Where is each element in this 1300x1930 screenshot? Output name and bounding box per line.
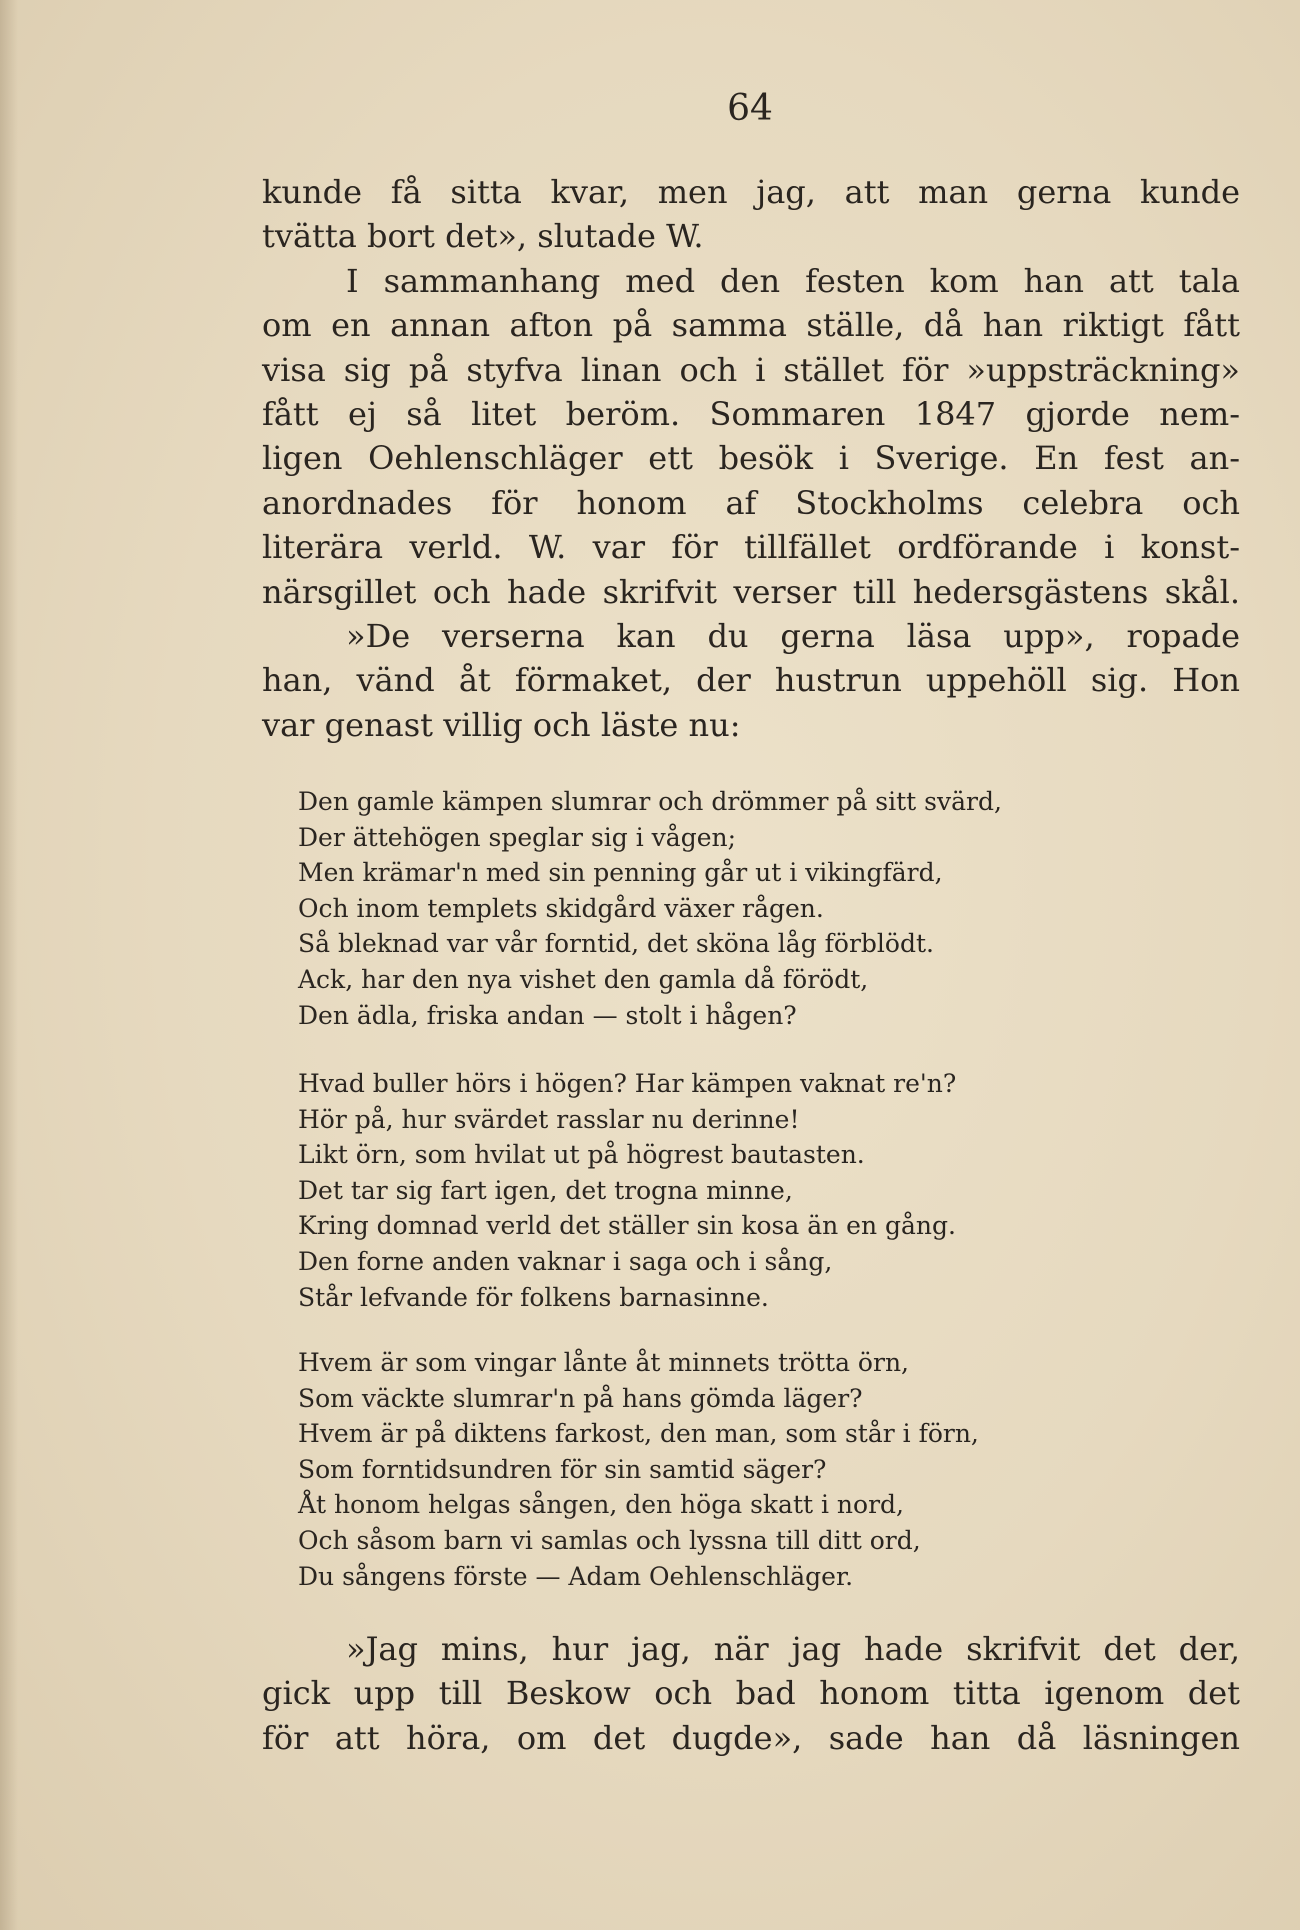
verse-line: Åt honom helgas sången, den höga skatt i nord,	[298, 1490, 904, 1520]
verse-line: Den gamle kämpen slumrar och drömmer på sitt svärd,	[298, 787, 1002, 816]
verse-line: Som forntidsundren för sin samtid säger?	[298, 1454, 827, 1484]
verse-line: Så bleknad var vår forntid, det sköna låg förblödt.	[298, 929, 934, 959]
page-number: 64	[727, 88, 773, 129]
text-line: anordnades för honom af Stockholms celebra och	[262, 483, 1240, 522]
text-line: ligen Oehlenschläger ett besök i Sverige. En fest an-	[262, 439, 1240, 478]
verse-line: Och inom templets skidgård växer rågen.	[298, 893, 824, 923]
verse-line: Ack, har den nya vishet den gamla då förödt,	[298, 964, 869, 994]
text-line: gick upp till Beskow och bad honom titta igenom det	[262, 1674, 1240, 1713]
verse-line: Och såsom barn vi samlas och lyssna till ditt ord,	[298, 1525, 921, 1555]
page-edge-shadow	[0, 0, 18, 1930]
verse-line: Står lefvande för folkens barnasinne.	[298, 1282, 769, 1312]
verse-line: Der ättehögen speglar sig i vågen;	[298, 822, 737, 852]
verse-line: Du sångens förste — Adam Oehlenschläger.	[298, 1561, 854, 1591]
verse-line: Som väckte slumrar'n på hans gömda läger?	[298, 1383, 863, 1413]
text-line: om en annan afton på samma ställe, då han riktigt fått	[262, 306, 1240, 345]
poem-stanza-3	[298, 1345, 1228, 1594]
text-line: för att höra, om det dugde», sade han då läsningen	[262, 1718, 1240, 1757]
verse-line: Likt örn, som hvilat ut på högrest bautasten.	[298, 1140, 865, 1170]
text-line: han, vänd åt förmaket, der hustrun uppehöll sig. Hon	[262, 661, 1240, 700]
prose-bottom	[262, 1627, 1240, 1760]
text-line: tvätta bort det», slutade W.	[262, 217, 704, 256]
text-line: visa sig på styfva linan och i stället för »uppsträckning»	[262, 350, 1240, 389]
text-line: literära verld. W. var för tillfället ordförande i konst-	[262, 528, 1240, 567]
prose-top	[262, 170, 1240, 747]
text-line: »De verserna kan du gerna läsa upp», ropade	[346, 616, 1240, 655]
verse-line: Det tar sig fart igen, det trogna minne,	[298, 1175, 793, 1205]
text-line: I sammanhang med den festen kom han att tala	[346, 261, 1240, 300]
text-line: var genast villig och läste nu:	[262, 705, 741, 744]
poem-stanza-1	[298, 784, 1228, 1033]
verse-line: Den ädla, friska andan — stolt i hågen?	[298, 1000, 797, 1030]
verse-line: Kring domnad verld det ställer sin kosa än en gång.	[298, 1211, 956, 1241]
text-line: kunde få sitta kvar, men jag, att man gerna kunde	[262, 173, 1240, 211]
verse-line: Men krämar'n med sin penning går ut i vikingfärd,	[298, 858, 943, 888]
verse-line: Hör på, hur svärdet rasslar nu derinne!	[298, 1104, 800, 1134]
verse-line: Hvem är på diktens farkost, den man, som står i förn,	[298, 1419, 979, 1449]
verse-line: Hvad buller hörs i högen? Har kämpen vaknat re'n?	[298, 1069, 957, 1098]
verse-line: Hvem är som vingar lånte åt minnets trötta örn,	[298, 1348, 909, 1377]
poem-stanza-2	[298, 1066, 1228, 1315]
text-line: närsgillet och hade skrifvit verser till hedersgästens skål.	[262, 572, 1240, 611]
verse-line: Den forne anden vaknar i saga och i sång,	[298, 1246, 833, 1276]
text-line: »Jag mins, hur jag, när jag hade skrifvit det der,	[346, 1630, 1240, 1668]
text-line: fått ej så litet beröm. Sommaren 1847 gjorde nem-	[262, 394, 1240, 433]
